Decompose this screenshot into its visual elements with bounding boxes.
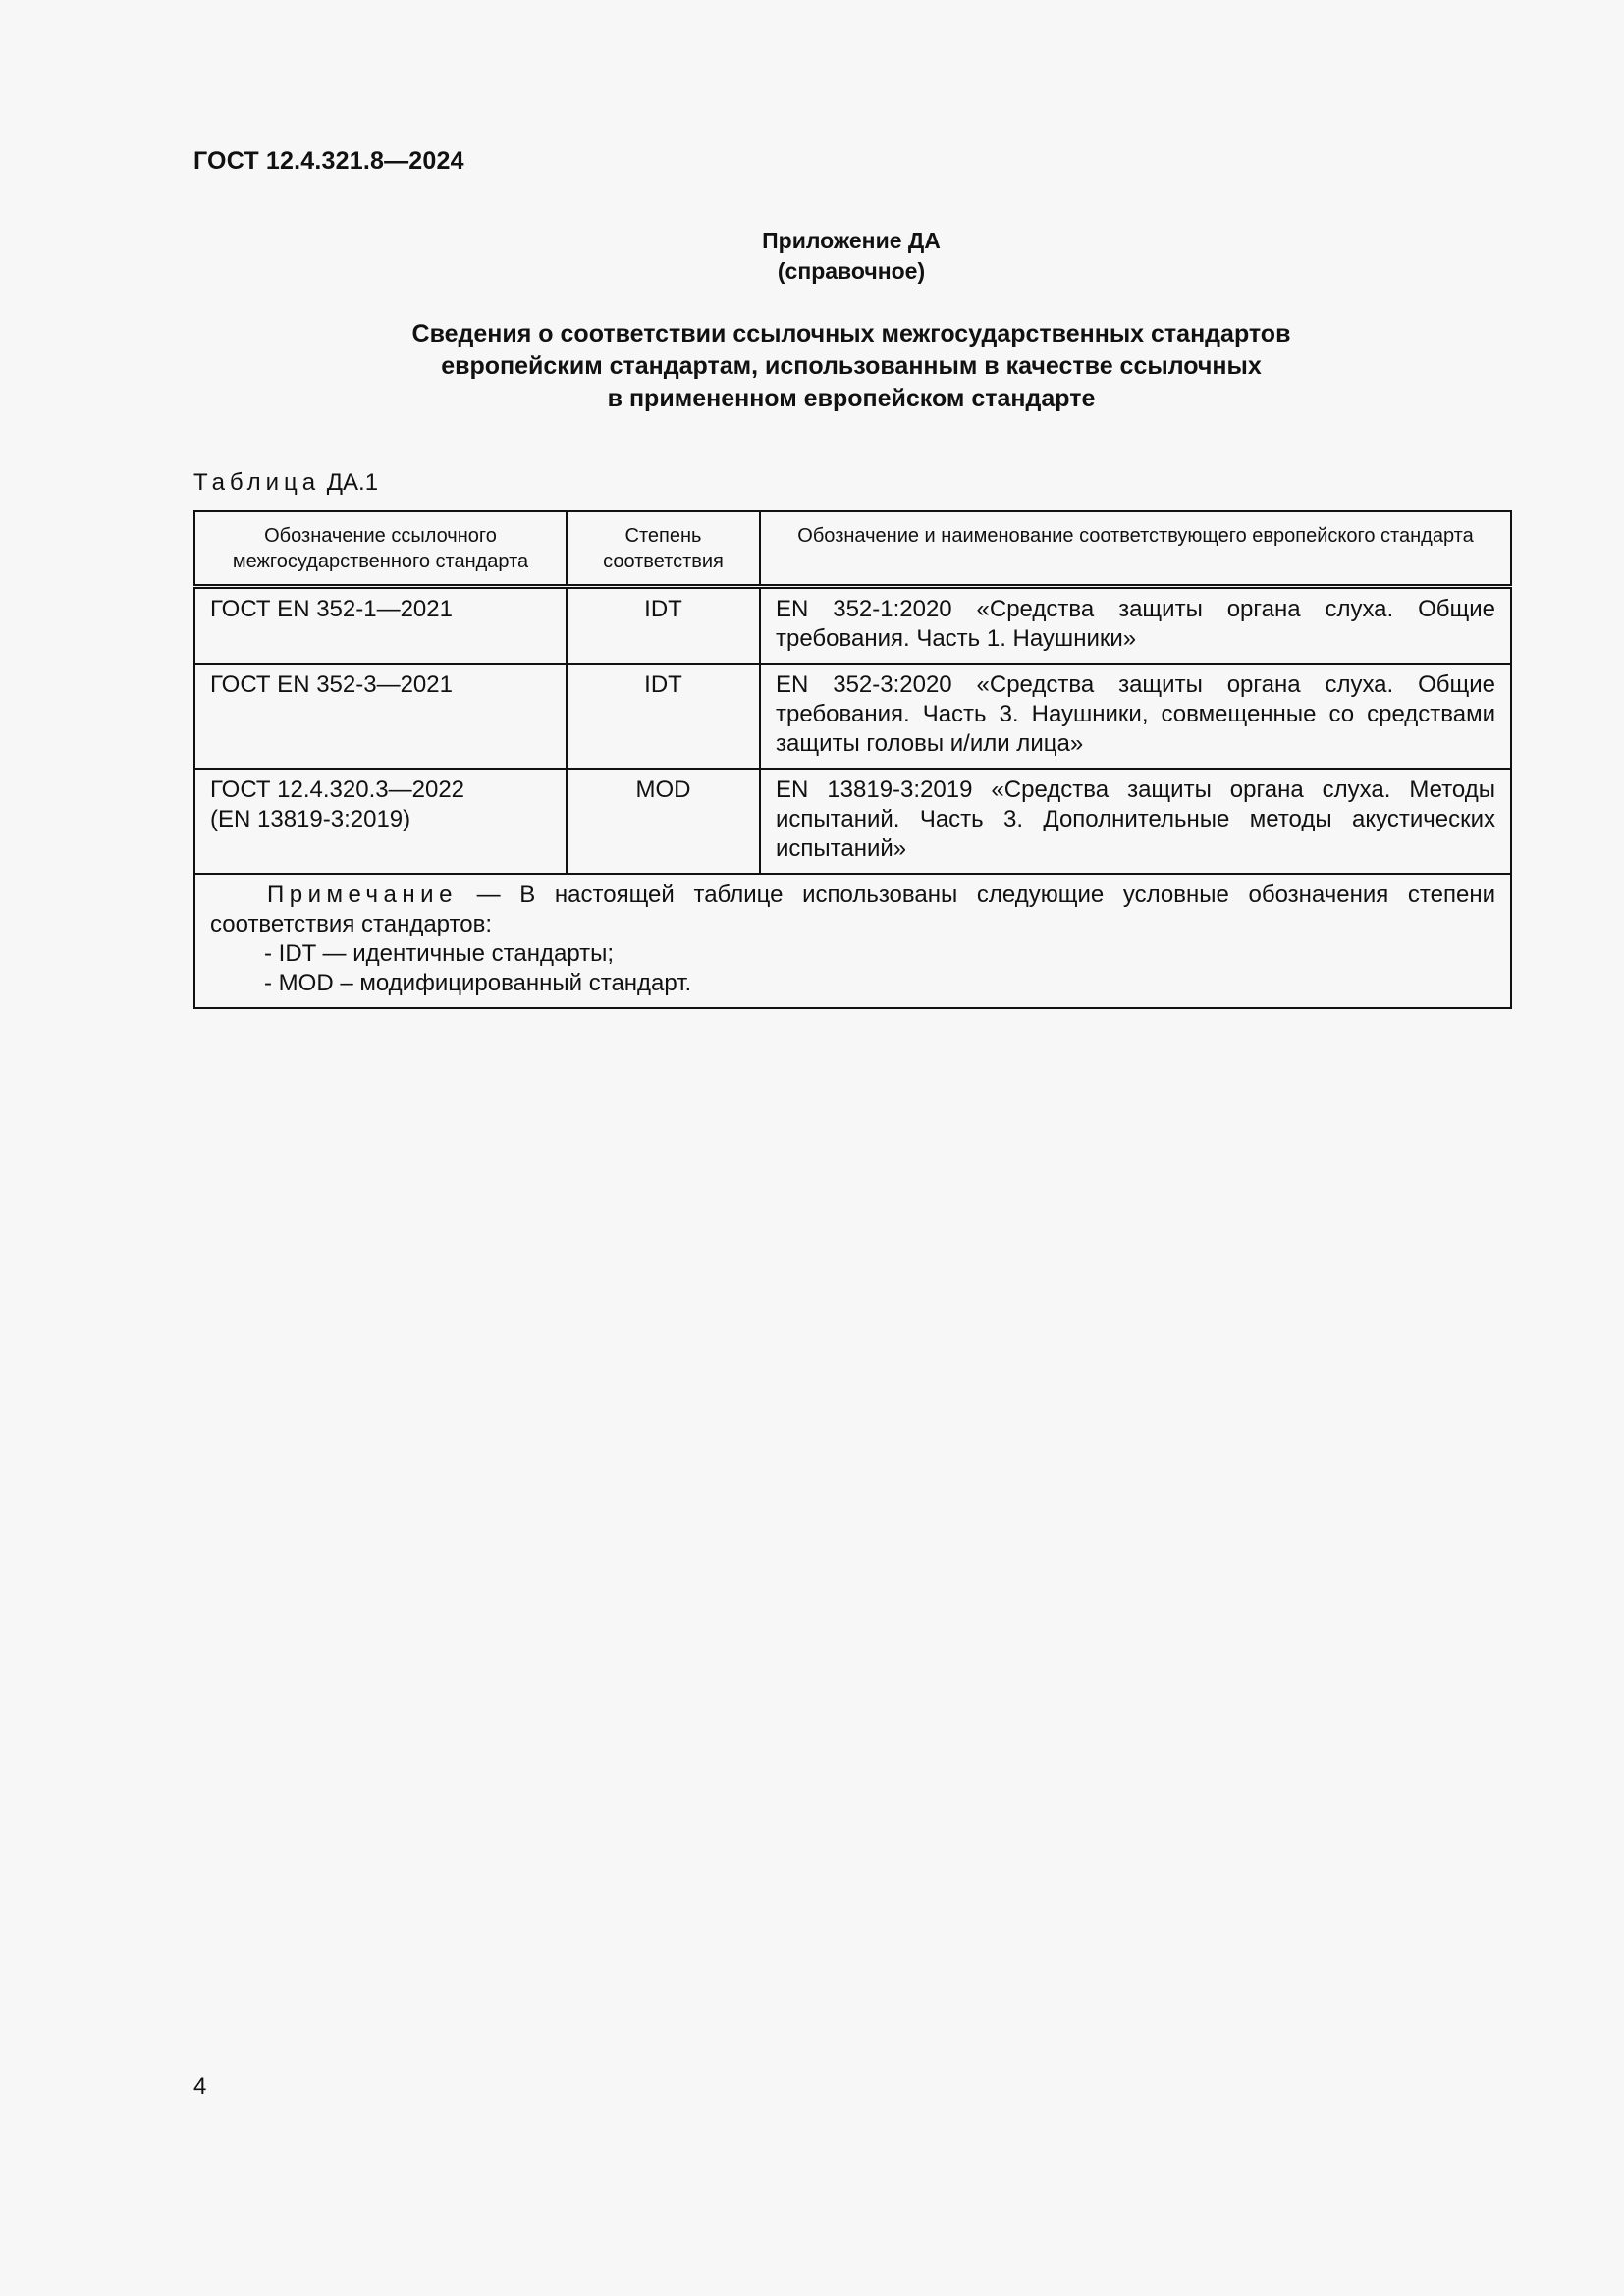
cell-degree: IDT <box>567 587 760 665</box>
cell-european-standard: EN 352-3:2020 «Средства защиты органа слуха. Общие требования. Часть 3. Наушники, совмещенные со средствами защиты головы и/или лица» <box>760 664 1511 769</box>
appendix-heading <box>193 226 1509 287</box>
main-title-line-3: в примененном европейском стандарте <box>607 385 1096 412</box>
cell-european-standard: EN 352-1:2020 «Средства защиты органа слуха. Общие требования. Часть 1. Наушники» <box>760 587 1511 665</box>
table-header-row <box>194 511 1511 587</box>
table-row <box>194 664 1511 769</box>
appendix-title: Приложение ДА <box>762 228 941 253</box>
main-title-line-2: европейским стандартам, использованным в качестве ссылочных <box>441 352 1262 380</box>
designation-line: ГОСТ EN 352-1—2021 <box>210 596 453 622</box>
cell-designation <box>194 587 567 665</box>
header-designation: Обозначение ссылочного межгосударственного стандарта <box>194 511 567 587</box>
page-number: 4 <box>193 2073 207 2100</box>
table-label-word: Таблица <box>193 469 321 496</box>
cell-european-standard: EN 13819-3:2019 «Средства защиты органа слуха. Методы испытаний. Часть 3. Дополнительные методы акустических испытаний» <box>760 769 1511 874</box>
designation-line: ГОСТ 12.4.320.3—2022 <box>210 776 465 803</box>
header-degree: Степень соответствия <box>567 511 760 587</box>
designation-line: ГОСТ EN 352-3—2021 <box>210 671 453 698</box>
document-code: ГОСТ 12.4.321.8—2024 <box>193 147 464 175</box>
cell-designation <box>194 664 567 769</box>
conformance-table <box>193 510 1512 1009</box>
note-item-mod: - MOD – модифицированный стандарт. <box>264 970 692 996</box>
note-heading: Примечание <box>267 881 458 908</box>
note-paragraph <box>210 881 1495 939</box>
main-title <box>193 318 1509 415</box>
designation-line: (EN 13819-3:2019) <box>210 806 411 832</box>
note-item-idt: - IDT — идентичные стандарты; <box>264 940 615 967</box>
table-label-number: ДА.1 <box>326 469 379 496</box>
cell-degree: IDT <box>567 664 760 769</box>
note-text: — В настоящей таблице использованы следующие условные обозначения степени соответствия стандартов: <box>210 881 1495 937</box>
table-row <box>194 587 1511 665</box>
table-row <box>194 769 1511 874</box>
table-label <box>193 469 378 497</box>
cell-degree: MOD <box>567 769 760 874</box>
main-title-line-1: Сведения о соответствии ссылочных межгосударственных стандартов <box>411 320 1291 347</box>
cell-designation <box>194 769 567 874</box>
table-note <box>194 874 1511 1008</box>
table-note-row <box>194 874 1511 1008</box>
header-european-standard: Обозначение и наименование соответствующего европейского стандарта <box>760 511 1511 587</box>
appendix-subtitle: (справочное) <box>777 258 926 284</box>
